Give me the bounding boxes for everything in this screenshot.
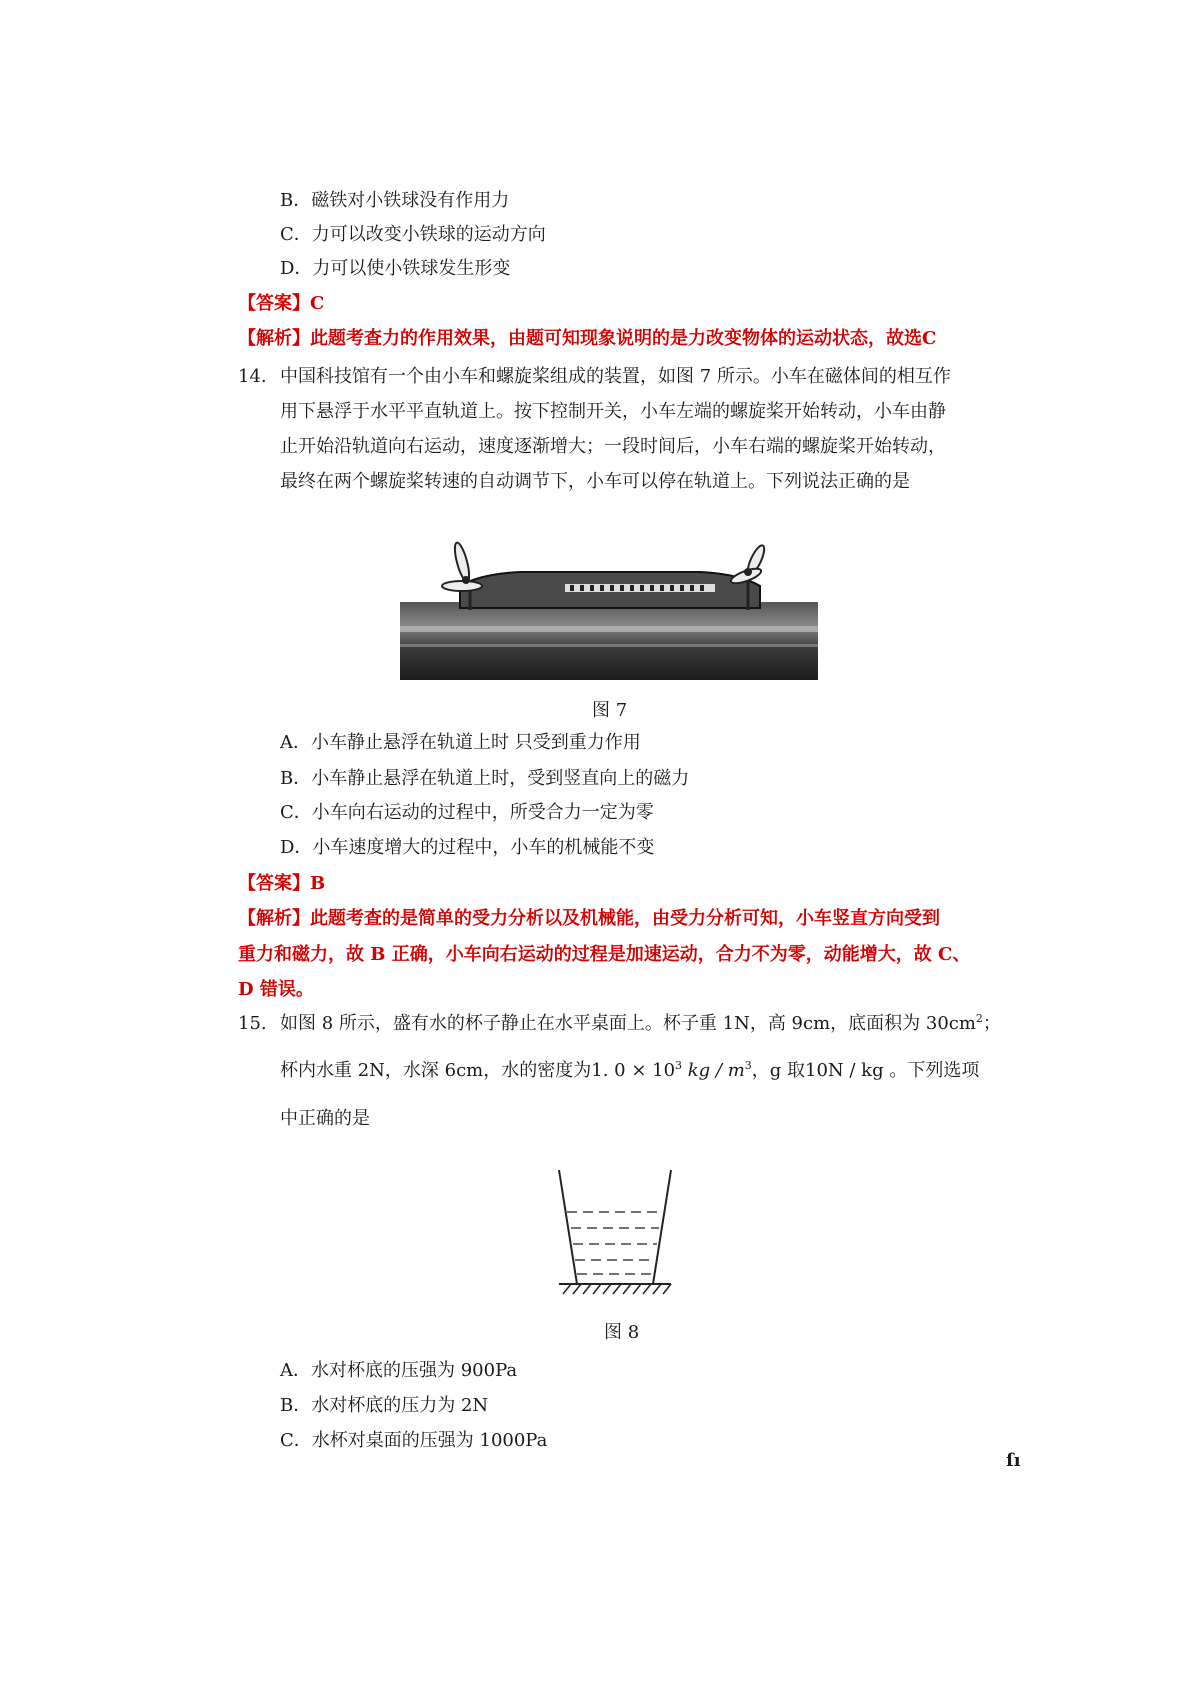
stem-text: 杯内水重 2N，水深 6cm，水的密度为1. 0 × 10 bbox=[280, 1060, 676, 1081]
q14-answer bbox=[238, 871, 325, 897]
q15-stem-line-3: 中正确的是 bbox=[280, 1108, 370, 1129]
stem-text: ，g 取10N / kg 。下列选项 bbox=[751, 1060, 980, 1081]
question-number: 15. bbox=[238, 1013, 267, 1034]
stem-text: ； bbox=[982, 1013, 1001, 1034]
analysis-text: 此题考查力的作用效果，由题可知现象说明的是力改变物体的运动状态，故选C bbox=[310, 328, 937, 349]
q13-option-b: B．磁铁对小铁球没有作用力 bbox=[280, 190, 510, 211]
q14-option-d: D．小车速度增大的过程中，小车的机械能不变 bbox=[280, 837, 655, 858]
q14-option-b: B．小车静止悬浮在轨道上时，受到竖直向上的磁力 bbox=[280, 768, 690, 789]
analysis-text: 此题考查的是简单的受力分析以及机械能，由受力分析可知，小车竖直方向受到 bbox=[310, 908, 940, 929]
q14-option-c: C．小车向右运动的过程中，所受合力一定为零 bbox=[280, 802, 654, 823]
answer-tag: 【答案】 bbox=[238, 293, 310, 314]
q14-stem-line-4: 最终在两个螺旋桨转速的自动调节下，小车可以停在轨道上。下列说法正确的是 bbox=[280, 471, 910, 492]
q14-analysis-line-2: 重力和磁力，故 B 正确，小车向右运动的过程是加速运动，合力不为零，动能增大，故 C、 bbox=[238, 944, 971, 965]
q13-option-d: D．力可以使小铁球发生形变 bbox=[280, 258, 511, 279]
stem-text: 中国科技馆有一个由小车和螺旋桨组成的装置，如图 7 所示。小车在磁体间的相互作 bbox=[280, 366, 951, 387]
page-corner-mark: ſı bbox=[1006, 1450, 1021, 1471]
q15-stem-line-2 bbox=[280, 1058, 979, 1084]
q14-analysis-line-3: D 错误。 bbox=[238, 979, 314, 1000]
superscript: 3 bbox=[675, 1059, 683, 1072]
q15-option-b: B．水对杯底的压力为 2N bbox=[280, 1395, 489, 1416]
q14-stem-line-3: 止开始沿轨道向右运动，速度逐渐增大；一段时间后，小车右端的螺旋桨开始转动， bbox=[280, 436, 946, 457]
q15-stem-line-1 bbox=[238, 1011, 1001, 1037]
analysis-tag: 【解析】 bbox=[238, 328, 310, 349]
stem-text: kg / m bbox=[682, 1060, 745, 1081]
superscript: 2 bbox=[975, 1012, 983, 1025]
q13-analysis bbox=[238, 326, 936, 352]
answer-value: B bbox=[310, 873, 326, 894]
analysis-tag: 【解析】 bbox=[238, 908, 310, 929]
answer-value: C bbox=[310, 293, 325, 314]
q15-option-c: C．水杯对桌面的压强为 1000Pa bbox=[280, 1430, 548, 1451]
answer-tag: 【答案】 bbox=[238, 873, 310, 894]
question-number: 14. bbox=[238, 366, 267, 387]
q13-answer bbox=[238, 291, 324, 317]
figure-8-water-cup bbox=[555, 1166, 675, 1296]
stem-text: 如图 8 所示，盛有水的杯子静止在水平桌面上。杯子重 1N，高 9cm，底面积为 30cm bbox=[280, 1013, 976, 1034]
superscript: 3 bbox=[744, 1059, 752, 1072]
q14-analysis-line-1 bbox=[238, 906, 940, 932]
figure-7-maglev-car bbox=[400, 540, 818, 680]
q13-option-c: C．力可以改变小铁球的运动方向 bbox=[280, 224, 546, 245]
figure-7-caption: 图 7 bbox=[592, 700, 628, 721]
q14-option-a: A．小车静止悬浮在轨道上时 只受到重力作用 bbox=[280, 732, 641, 753]
q14-stem-line-2: 用下悬浮于水平平直轨道上。按下控制开关，小车左端的螺旋桨开始转动，小车由静 bbox=[280, 401, 946, 422]
figure-8-caption: 图 8 bbox=[604, 1322, 640, 1343]
q14-stem-line-1 bbox=[238, 364, 951, 390]
q15-option-a: A．水对杯底的压强为 900Pa bbox=[280, 1360, 518, 1381]
